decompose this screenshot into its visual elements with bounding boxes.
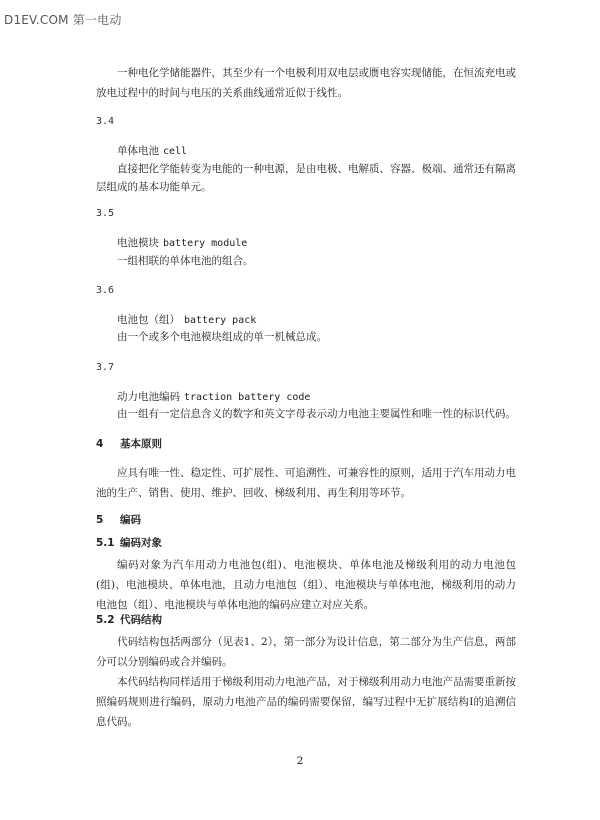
intro-paragraph: 一种电化学储能器件，其至少有一个电极利用双电层或赝电容实现储能，在恒流充电或放电过程中的时间与电压的关系曲线通常近似于线性。	[96, 67, 516, 99]
term-en: traction battery code	[184, 392, 311, 403]
section-title: 编码对象	[120, 537, 162, 549]
clause-number-3-6: 3.6	[96, 285, 115, 296]
term-cn: 单体电池	[117, 145, 159, 157]
section-heading-5-2	[96, 612, 162, 627]
term-definition: 由一组有一定信息含义的数字和英文字母表示动力电池主要属性和唯一性的标识代码。	[117, 408, 516, 420]
term-definition: 由一个或多个电池模块组成的单一机械总成。	[117, 331, 327, 343]
section-heading-5	[96, 512, 141, 527]
section-5-2-paragraph-2: 本代码结构同样适用于梯级利用动力电池产品，对于梯级利用动力电池产品需要重新按照编码规则进行编码，原动力电池产品的编码需要保留，编写过程中无扩展结构I的追溯信息代码。	[96, 676, 516, 728]
section-heading-4	[96, 436, 162, 451]
section-number: 5.1	[96, 537, 115, 549]
term-en: battery module	[163, 238, 248, 249]
term-en: cell	[163, 146, 188, 157]
clause-number-3-5: 3.5	[96, 208, 115, 219]
section-title: 编码	[120, 514, 141, 526]
section-5-1-paragraph: 编码对象为汽车用动力电池包(组)、电池模块、单体电池及梯级利用的动力电池包(组)、电池模块、单体电池，且动力电池包（组）、电池模块与单体电池，梯级利用的动力电池包（组）、电池模块与单体电池的编码应建立对应关系。	[96, 559, 516, 611]
term-cn: 电池包（组）	[117, 314, 180, 326]
term-cn: 电池模块	[117, 237, 159, 249]
term-battery-module	[117, 234, 247, 253]
term-cn: 动力电池编码	[117, 391, 180, 403]
section-5-2-paragraph-1: 代码结构包括两部分（见表1、2），第一部分为设计信息，第二部分为生产信息，两部分可以分别编码或合并编码。	[96, 636, 516, 668]
term-cell	[117, 142, 187, 161]
section-4-paragraph: 应具有唯一性、稳定性、可扩展性、可追溯性、可兼容性的原则，适用于汽车用动力电池的生产、销售、使用、维护、回收、梯级利用、再生利用等环节。	[96, 467, 516, 499]
page-number: 2	[296, 755, 304, 767]
term-en: battery pack	[184, 315, 257, 326]
clause-number-3-4: 3.4	[96, 116, 115, 127]
term-definition: 一组相联的单体电池的组合。	[117, 255, 254, 267]
section-title: 基本原则	[120, 438, 162, 450]
section-heading-5-1	[96, 535, 162, 550]
section-number: 4	[96, 438, 104, 450]
watermark: D1EV.COM 第一电动	[4, 13, 122, 27]
clause-number-3-7: 3.7	[96, 362, 115, 373]
section-number: 5	[96, 514, 104, 526]
section-title: 代码结构	[120, 614, 162, 626]
section-number: 5.2	[96, 614, 115, 626]
term-definition: 直接把化学能转变为电能的一种电源，是由电极、电解质、容器、极端、通常还有隔离层组成的基本功能单元。	[96, 163, 516, 193]
